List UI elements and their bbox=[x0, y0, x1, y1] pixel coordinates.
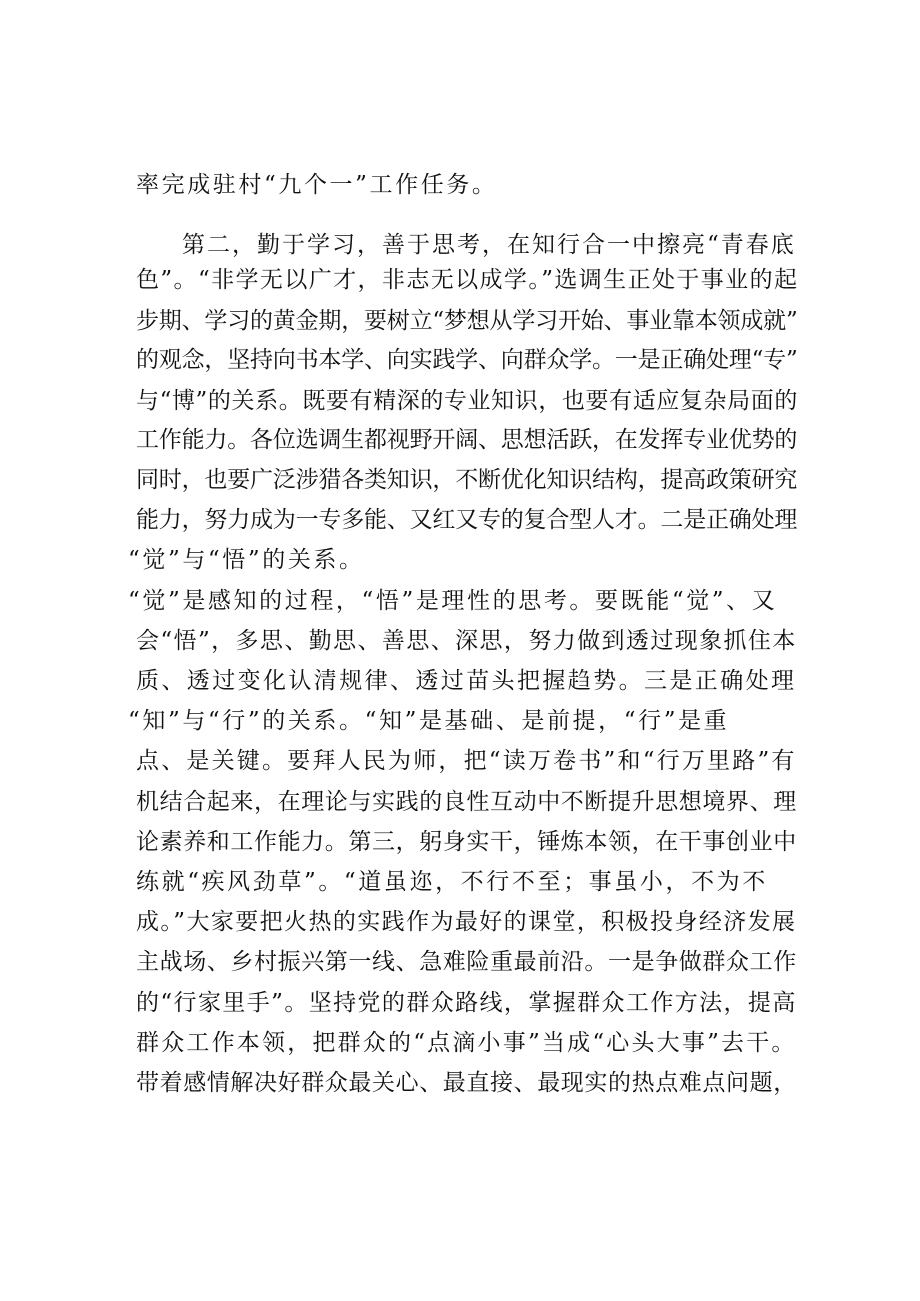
text-line: 机结合起来，在理论与实践的良性互动中不断提升思想境界、理 bbox=[136, 789, 797, 815]
text-line: 群众工作本领，把群众的“点滴小事”当成“心头大事”去干。 bbox=[136, 1030, 797, 1056]
text-line: “觉”是感知的过程，“悟”是理性的思考。要既能“觉”、又 bbox=[128, 588, 778, 614]
text-line: 带着感情解决好群众最关心、最直接、最现实的热点难点问题， bbox=[136, 1070, 797, 1096]
text-line: 步期、学习的黄金期，要树立“梦想从学习开始、事业靠本领成就” bbox=[136, 308, 798, 334]
text-line: 第二，勤于学习，善于思考，在知行合一中擦亮“青春底 bbox=[182, 232, 796, 258]
text-line: 成。”大家要把火热的实践作为最好的课堂，积极投身经济发展 bbox=[136, 909, 797, 935]
text-line: 的“行家里手”。坚持党的群众路线，掌握群众工作方法，提高 bbox=[136, 990, 797, 1016]
text-line: 会“悟”，多思、勤思、善思、深思，努力做到透过现象抓住本 bbox=[136, 628, 797, 654]
text-line: 点、是关键。要拜人民为师，把“读万卷书”和“行万里路”有 bbox=[136, 748, 797, 774]
text-line: “知”与“行”的关系。“知”是基础、是前提，“行”是重 bbox=[128, 708, 730, 734]
text-line: “觉”与“悟”的关系。 bbox=[128, 547, 365, 573]
text-line: 主战场、乡村振兴第一线、急难险重最前沿。一是争做群众工作 bbox=[136, 949, 797, 975]
text-line: 的观念，坚持向书本学、向实践学、向群众学。一是正确处理“专” bbox=[136, 347, 798, 373]
text-line: 质、透过变化认清规律、透过苗头把握趋势。三是正确处理 bbox=[136, 668, 797, 694]
text-line: 率完成驻村“九个一”工作任务。 bbox=[136, 172, 498, 198]
text-line: 能力，努力成为一专多能、又红又专的复合型人才。二是正确处理 bbox=[136, 507, 798, 533]
text-line: 工作能力。各位选调生都视野开阔、思想活跃，在发挥专业优势的 bbox=[136, 427, 798, 453]
text-line: 练就“疾风劲草”。“道虽迩，不行不至；事虽小，不为不 bbox=[136, 869, 768, 895]
text-line: 与“博”的关系。既要有精深的专业知识，也要有适应复杂局面的 bbox=[136, 388, 798, 414]
text-line: 色”。“非学无以广才，非志无以成学。”选调生正处于事业的起 bbox=[136, 267, 799, 293]
text-line: 论素养和工作能力。第三，躬身实干，锤炼本领，在干事创业中 bbox=[136, 829, 797, 855]
text-line: 同时，也要广泛涉猎各类知识，不断优化知识结构，提高政策研究 bbox=[136, 467, 798, 493]
